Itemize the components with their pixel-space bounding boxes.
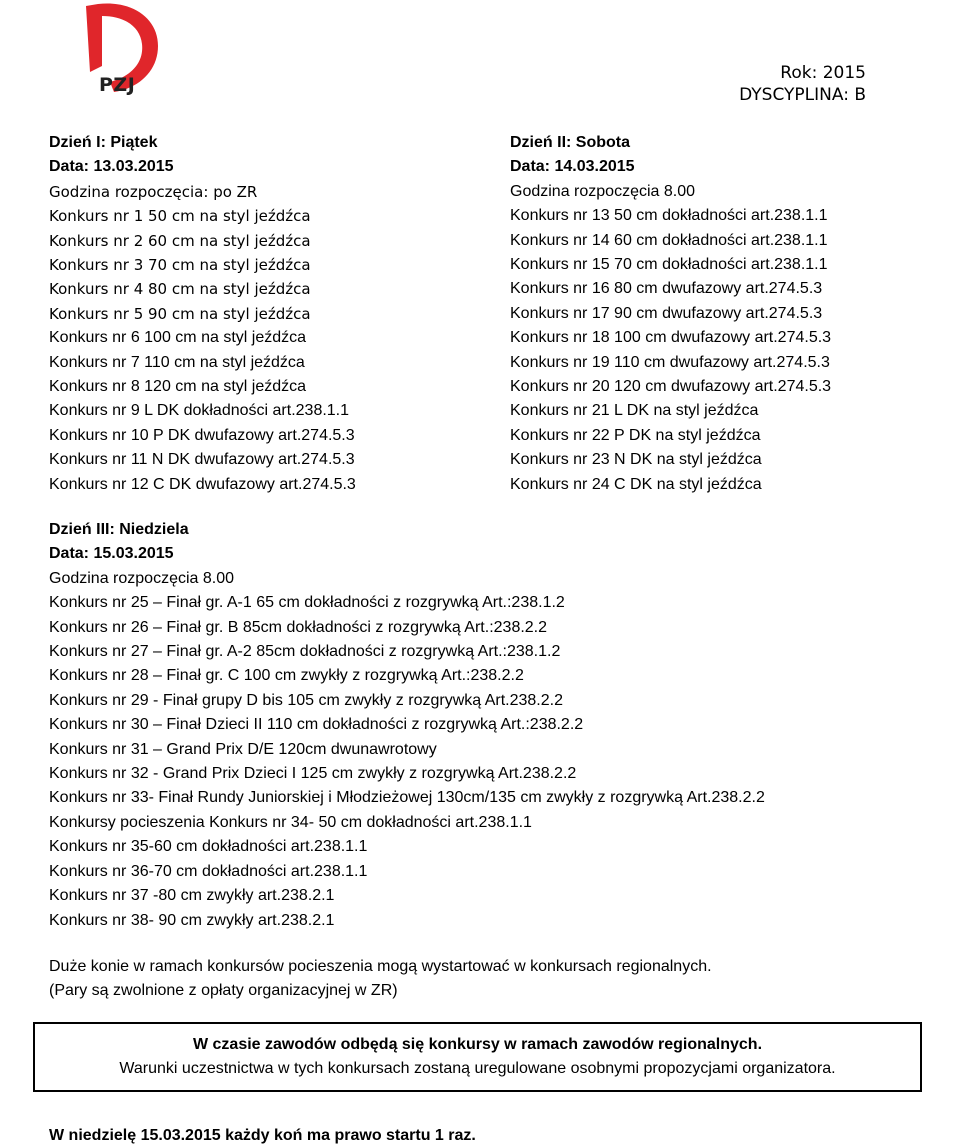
day2-item: Konkurs nr 20 120 cm dwufazowy art.274.5.3 <box>510 378 832 396</box>
day3-item: Konkurs nr 32 - Grand Prix Dzieci I 125 cm zwykły z rozgrywką Art.238.2.2 <box>49 765 577 783</box>
day3-item: Konkurs nr 30 – Finał Dzieci II 110 cm dokładności z rozgrywką Art.:238.2.2 <box>49 716 584 734</box>
day2-item: Konkurs nr 16 80 cm dwufazowy art.274.5.3 <box>510 280 823 298</box>
day2-date: Data: 14.03.2015 <box>510 158 635 176</box>
day3-item: Konkurs nr 37 -80 cm zwykły art.238.2.1 <box>49 887 335 905</box>
day3-title: Dzień III: Niedziela <box>49 521 189 538</box>
info-box-heading: W czasie zawodów odbędą się konkursy w ramach zawodów regionalnych. <box>192 1036 763 1053</box>
info-box <box>33 1022 922 1092</box>
day3-item: Konkurs nr 38- 90 cm zwykły art.238.2.1 <box>49 911 335 929</box>
day2-item: Konkurs nr 23 N DK na styl jeźdźca <box>510 451 762 469</box>
pzj-logo-mark <box>80 2 164 114</box>
day3-date: Data: 15.03.2015 <box>49 545 174 563</box>
day2-item: Konkurs nr 17 90 cm dwufazowy art.274.5.3 <box>510 304 823 322</box>
day2-item: Konkurs nr 15 70 cm dokładności art.238.1.1 <box>510 256 828 274</box>
day3-item: Konkurs nr 27 – Finał gr. A-2 85cm dokładności z rozgrywką Art.:238.1.2 <box>49 643 561 661</box>
info-box-text: Warunki uczestnictwa w tych konkursach zostaną uregulowane osobnymi propozycjami organizatora. <box>119 1060 836 1077</box>
day2-item: Konkurs nr 22 P DK na styl jeźdźca <box>510 426 761 444</box>
day1-item: Konkurs nr 8 120 cm na styl jeźdźca <box>49 378 307 396</box>
day1-section <box>49 131 356 497</box>
discipline-label: DYSCYPLINA: B <box>739 85 866 105</box>
day2-start: Godzina rozpoczęcia 8.00 <box>510 182 695 200</box>
day1-date: Data: 13.03.2015 <box>49 158 174 176</box>
day1-item: Konkurs nr 2 60 cm na styl jeźdźca <box>49 231 311 250</box>
day3-item: Konkurs nr 25 – Finał gr. A-1 65 cm dokładności z rozgrywką Art.:238.1.2 <box>49 594 565 612</box>
note-line: Duże konie w ramach konkursów pocieszenia mogą wystartować w konkursach regionalnych. <box>49 958 712 975</box>
day3-item: Konkurs nr 29 - Finał grupy D bis 105 cm zwykły z rozgrywką Art.238.2.2 <box>49 691 563 709</box>
day2-title: Dzień II: Sobota <box>510 134 630 151</box>
footer-note: W niedzielę 15.03.2015 każdy koń ma prawo startu 1 raz. <box>49 1127 476 1144</box>
day1-item: Konkurs nr 12 C DK dwufazowy art.274.5.3 <box>49 475 356 493</box>
year-label: Rok: 2015 <box>780 63 866 83</box>
day1-title: Dzień I: Piątek <box>49 134 158 151</box>
day1-item: Konkurs nr 6 100 cm na styl jeźdźca <box>49 329 307 347</box>
day1-item: Konkurs nr 4 80 cm na styl jeźdźca <box>49 280 311 299</box>
day2-item: Konkurs nr 21 L DK na styl jeźdźca <box>510 402 759 420</box>
day1-start: Godzina rozpoczęcia: po ZR <box>49 182 258 201</box>
day2-item: Konkurs nr 14 60 cm dokładności art.238.1.1 <box>510 231 828 249</box>
pzj-logo <box>80 2 164 114</box>
day3-start: Godzina rozpoczęcia 8.00 <box>49 569 234 587</box>
day3-item: Konkursy pocieszenia Konkurs nr 34- 50 cm dokładności art.238.1.1 <box>49 813 532 831</box>
day1-item: Konkurs nr 5 90 cm na styl jeźdźca <box>49 304 311 323</box>
day1-item: Konkurs nr 1 50 cm na styl jeźdźca <box>49 207 311 226</box>
note-section <box>49 955 712 1003</box>
day2-item: Konkurs nr 13 50 cm dokładności art.238.1.1 <box>510 207 828 225</box>
day1-item: Konkurs nr 11 N DK dwufazowy art.274.5.3 <box>49 451 355 469</box>
day2-section <box>510 131 831 497</box>
note-line: (Pary są zwolnione z opłaty organizacyjnej w ZR) <box>49 982 398 999</box>
day1-item: Konkurs nr 3 70 cm na styl jeźdźca <box>49 256 311 275</box>
day3-item: Konkurs nr 33- Finał Rundy Juniorskiej i Młodzieżowej 130cm/135 cm zwykły z rozgrywką Art.238.2.2 <box>49 789 765 807</box>
day2-item: Konkurs nr 18 100 cm dwufazowy art.274.5.3 <box>510 329 832 347</box>
day3-section <box>49 518 765 933</box>
day3-item: Konkurs nr 26 – Finał gr. B 85cm dokładności z rozgrywką Art.:238.2.2 <box>49 618 548 636</box>
day3-item: Konkurs nr 28 – Finał gr. C 100 cm zwykły z rozgrywką Art.:238.2.2 <box>49 667 524 685</box>
day3-item: Konkurs nr 35-60 cm dokładności art.238.1.1 <box>49 838 368 856</box>
logo-text: PZJ <box>99 74 136 96</box>
day1-item: Konkurs nr 10 P DK dwufazowy art.274.5.3 <box>49 426 355 444</box>
day2-item: Konkurs nr 24 C DK na styl jeźdźca <box>510 475 762 493</box>
header-info <box>739 62 866 106</box>
day3-item: Konkurs nr 31 – Grand Prix D/E 120cm dwunawrotowy <box>49 740 437 758</box>
day3-item: Konkurs nr 36-70 cm dokładności art.238.1.1 <box>49 862 368 880</box>
day2-item: Konkurs nr 19 110 cm dwufazowy art.274.5.3 <box>510 353 830 371</box>
day1-item: Konkurs nr 7 110 cm na styl jeźdźca <box>49 353 305 371</box>
day1-item: Konkurs nr 9 L DK dokładności art.238.1.1 <box>49 402 350 420</box>
